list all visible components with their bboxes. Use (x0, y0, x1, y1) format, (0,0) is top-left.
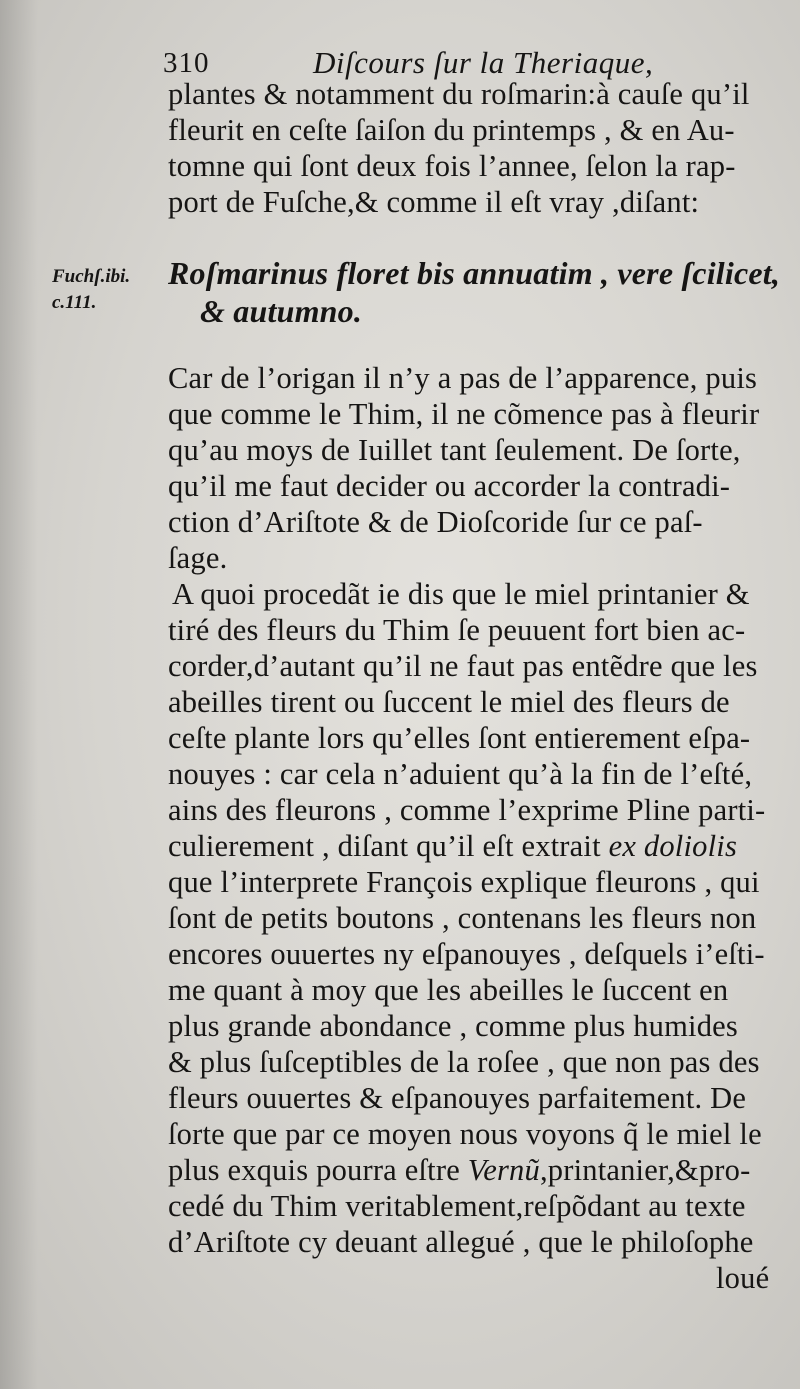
running-title: Diſcours ſur la Theriaque, (313, 45, 654, 80)
text-line: que comme le Thim, il ne cõmence pas à fleurir (168, 397, 760, 431)
latin-quote (168, 254, 781, 330)
text-line: cedé du Thim veritablement,reſpõdant au texte (168, 1189, 746, 1223)
quote-line: & autumno. (200, 293, 363, 329)
text-line: ſage. (168, 541, 228, 575)
latin-word: ex doliolis (608, 829, 738, 863)
text-line: corder,d’autant qu’il ne faut pas entẽdre que les (168, 649, 758, 683)
text-line: que l’interprete François explique fleurons , qui (168, 865, 760, 899)
text-line: qu’il me faut decider ou accorder la contradi- (168, 469, 731, 503)
text-line: fleurit en ceſte ſaiſon du printemps , & en Au- (168, 113, 735, 147)
text-line: ction d’Ariſtote & de Dioſcoride ſur ce paſ- (168, 505, 703, 539)
text-segment: culierement , diſant qu’il eſt extrait (168, 829, 609, 863)
text-line: me quant à moy que les abeilles le ſuccent en (168, 973, 729, 1007)
text-line: ains des fleurons , comme l’exprime Pline parti- (168, 793, 766, 827)
text-line: port de Fuſche,& comme il eſt vray ,diſant: (168, 185, 700, 219)
text-line: qu’au moys de Iuillet tant ſeulement. De ſorte, (168, 433, 741, 467)
text-line (168, 828, 768, 864)
text-line: d’Ariſtote cy deuant allegué , que le philoſophe (168, 1225, 754, 1259)
text-line: ceſte plante lors qu’elles ſont entierement eſpa- (168, 721, 751, 755)
page-number: 310 (163, 47, 210, 79)
paragraph-intro (168, 76, 768, 220)
margin-note-line: Fuchſ.ibi. (52, 266, 131, 287)
paragraph-main (168, 576, 768, 1296)
text-line: & plus ſuſceptibles de la roſee , que non pas des (168, 1045, 760, 1079)
text-segment: plus exquis pourra eſtre (168, 1153, 468, 1187)
paragraph-origan (168, 360, 768, 576)
text-line: tiré des fleurs du Thim ſe peuuent fort bien ac- (168, 613, 746, 647)
text-line: nouyes : car cela n’aduient qu’à la fin de l’eſté, (168, 757, 753, 791)
text-line: fleurs ouuertes & eſpanouyes parfaitement. De (168, 1081, 747, 1115)
text-line: Car de l’origan il n’y a pas de l’apparence, puis (168, 361, 758, 395)
margin-note-line: c.111. (52, 292, 97, 313)
margin-note (52, 264, 130, 316)
text-line: A quoi procedãt ie dis que le miel printanier & (172, 577, 750, 611)
text-segment: ,printanier,&pro- (539, 1153, 751, 1187)
text-line: plantes & notamment du roſmarin:à cauſe qu’il (168, 77, 750, 111)
catchword: loué (716, 1261, 770, 1295)
text-line: ſorte que par ce moyen nous voyons q̃ le miel le (168, 1117, 762, 1151)
latin-word: Vernũ (467, 1153, 540, 1187)
text-line (168, 1152, 768, 1188)
text-line: tomne qui ſont deux fois l’annee, ſelon la rap- (168, 149, 736, 183)
text-line: ſont de petits boutons , contenans les fleurs non (168, 901, 757, 935)
text-line: abeilles tirent ou ſuccent le miel des fleurs de (168, 685, 730, 719)
gutter-shadow (0, 0, 38, 1389)
text-line: encores ouuertes ny eſpanouyes , deſquels i’eſti- (168, 937, 765, 971)
quote-line: Roſmarinus floret bis annuatim , vere ſcilicet, (168, 255, 781, 291)
text-line: plus grande abondance , comme plus humides (168, 1009, 738, 1043)
